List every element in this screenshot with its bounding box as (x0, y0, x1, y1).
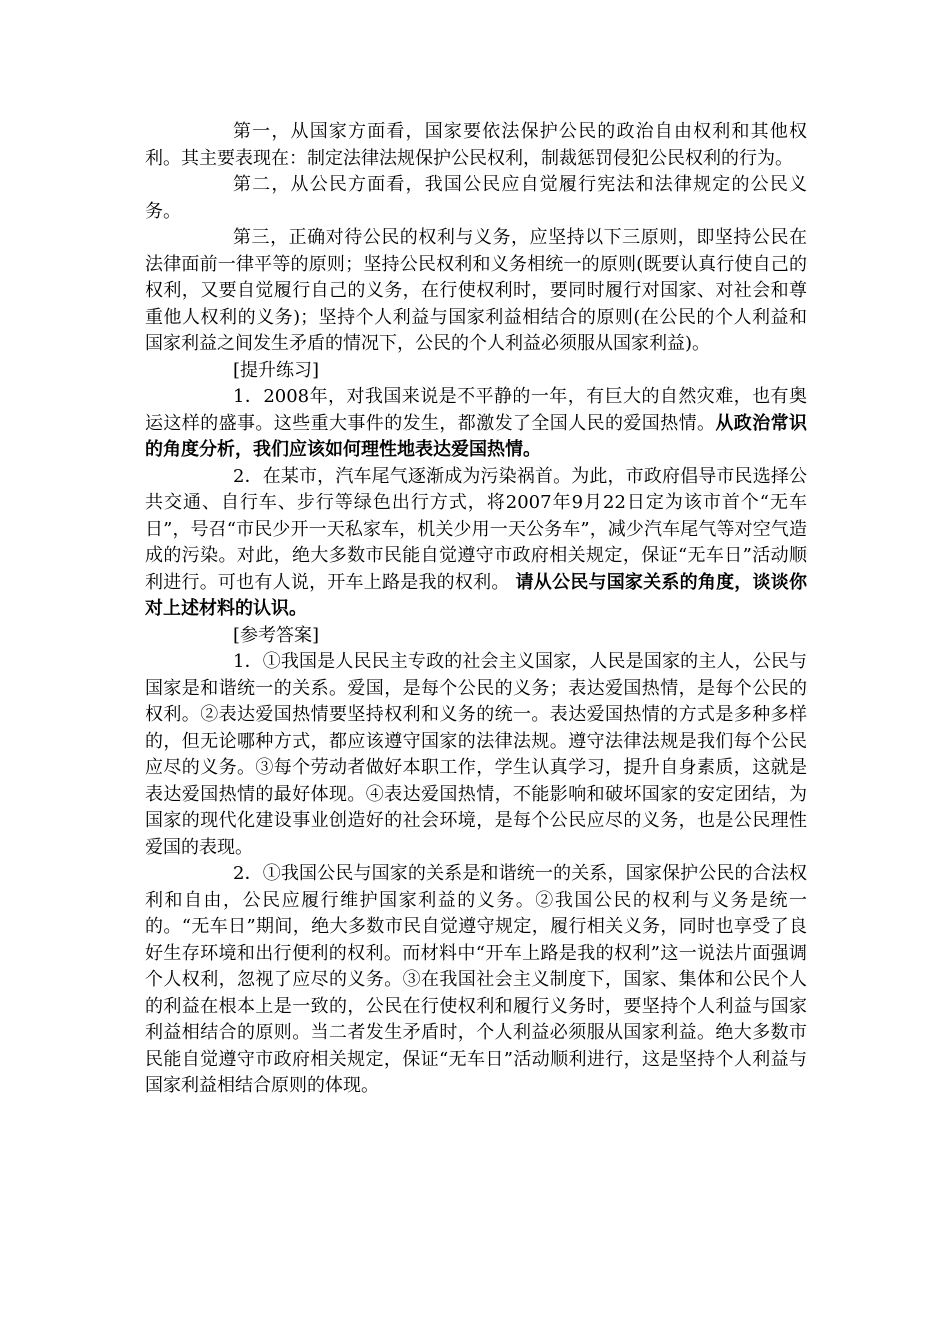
paragraph-principles: 第三，正确对待公民的权利与义务，应坚持以下三原则，即坚持公民在法律面前一律平等的原则；坚持公民权利和义务相统一的原则(既要认真行使自己的权利，又要自觉履行自己的义务，在行使权利时，要同时履行对国家、对社会和尊重他人权利的义务)；坚持个人利益与国家利益相结合的原则(在公民的个人利益和国家利益之间发生矛盾的情况下，公民的个人利益必须服从国家利益)。 (145, 227, 807, 354)
paragraph-state-perspective: 第一，从国家方面看，国家要依法保护公民的政治自由权利和其他权利。其主要表现在：制定法律法规保护公民权利，制裁惩罚侵犯公民权利的行为。 (145, 121, 807, 169)
heading-answer: [参考答案] (233, 624, 320, 646)
question-2-prompt: 请从公民与国家关系的角度，谈谈你对上述材料的认识。 (145, 571, 807, 619)
question-1-text: 1．2008年，对我国来说是不平静的一年，有巨大的自然灾难，也有奥运这样的盛事。这些重大事件的发生，都激发了全国人民的爱国热情。 (145, 386, 807, 434)
question-1 (145, 384, 807, 464)
document-page (145, 119, 807, 1100)
answer-1: 1．①我国是人民民主专政的社会主义国家，人民是国家的主人，公民与国家是和谐统一的关系。爱国，是每个公民的义务；表达爱国热情，是每个公民的权利。②表达爱国热情要坚持权利和义务的统一。表达爱国热情的方式是多种多样的，但无论哪种方式，都应该遵守国家的法律法规。遵守法律法规是我们每个公民应尽的义务。③每个劳动者做好本职工作，学生认真学习，提升自身素质，这就是表达爱国热情的最好体现。④表达爱国热情，不能影响和破坏国家的安定团结，为国家的现代化建设事业创造好的社会环境，是每个公民应尽的义务，也是公民理性爱国的表现。 (145, 651, 807, 858)
question-2-text: 2．在某市，汽车尾气逐渐成为污染祸首。为此，市政府倡导市民选择公共交通、自行车、步行等绿色出行方式，将2007年9月22日定为该市首个“无车日”，号召“市民少开一天私家车，机关少用一天公务车”，减少汽车尾气等对空气造成的污染。对此，绝大多数市民能自觉遵守市政府相关规定，保证“无车日”活动顺利进行。可也有人说，开车上路是我的权利。 (145, 465, 807, 593)
question-1-prompt: 从政治常识的角度分析，我们应该如何理性地表达爱国热情。 (145, 412, 808, 460)
answer-2: 2．①我国公民与国家的关系是和谐统一的关系，国家保护公民的合法权利和自由，公民应履行维护国家利益的义务。②我国公民的权利与义务是统一的。“无车日”期间，绝大多数市民自觉遵守规定，履行相关义务，同时也享受了良好生存环境和出行便利的权利。而材料中“开车上路是我的权利”这一说法片面强调个人权利，忽视了应尽的义务。③在我国社会主义制度下，国家、集体和公民个人的利益在根本上是一致的，公民在行使权利和履行义务时，要坚持个人利益与国家利益相结合的原则。当二者发生矛盾时，个人利益必须服从国家利益。绝大多数市民能自觉遵守市政府相关规定，保证“无车日”活动顺利进行，这是坚持个人利益与国家利益相结合原则的体现。 (145, 863, 807, 1096)
paragraph-citizen-perspective: 第二，从公民方面看，我国公民应自觉履行宪法和法律规定的公民义务。 (145, 174, 807, 222)
heading-practice: [提升练习] (233, 359, 320, 381)
question-2 (145, 464, 807, 623)
